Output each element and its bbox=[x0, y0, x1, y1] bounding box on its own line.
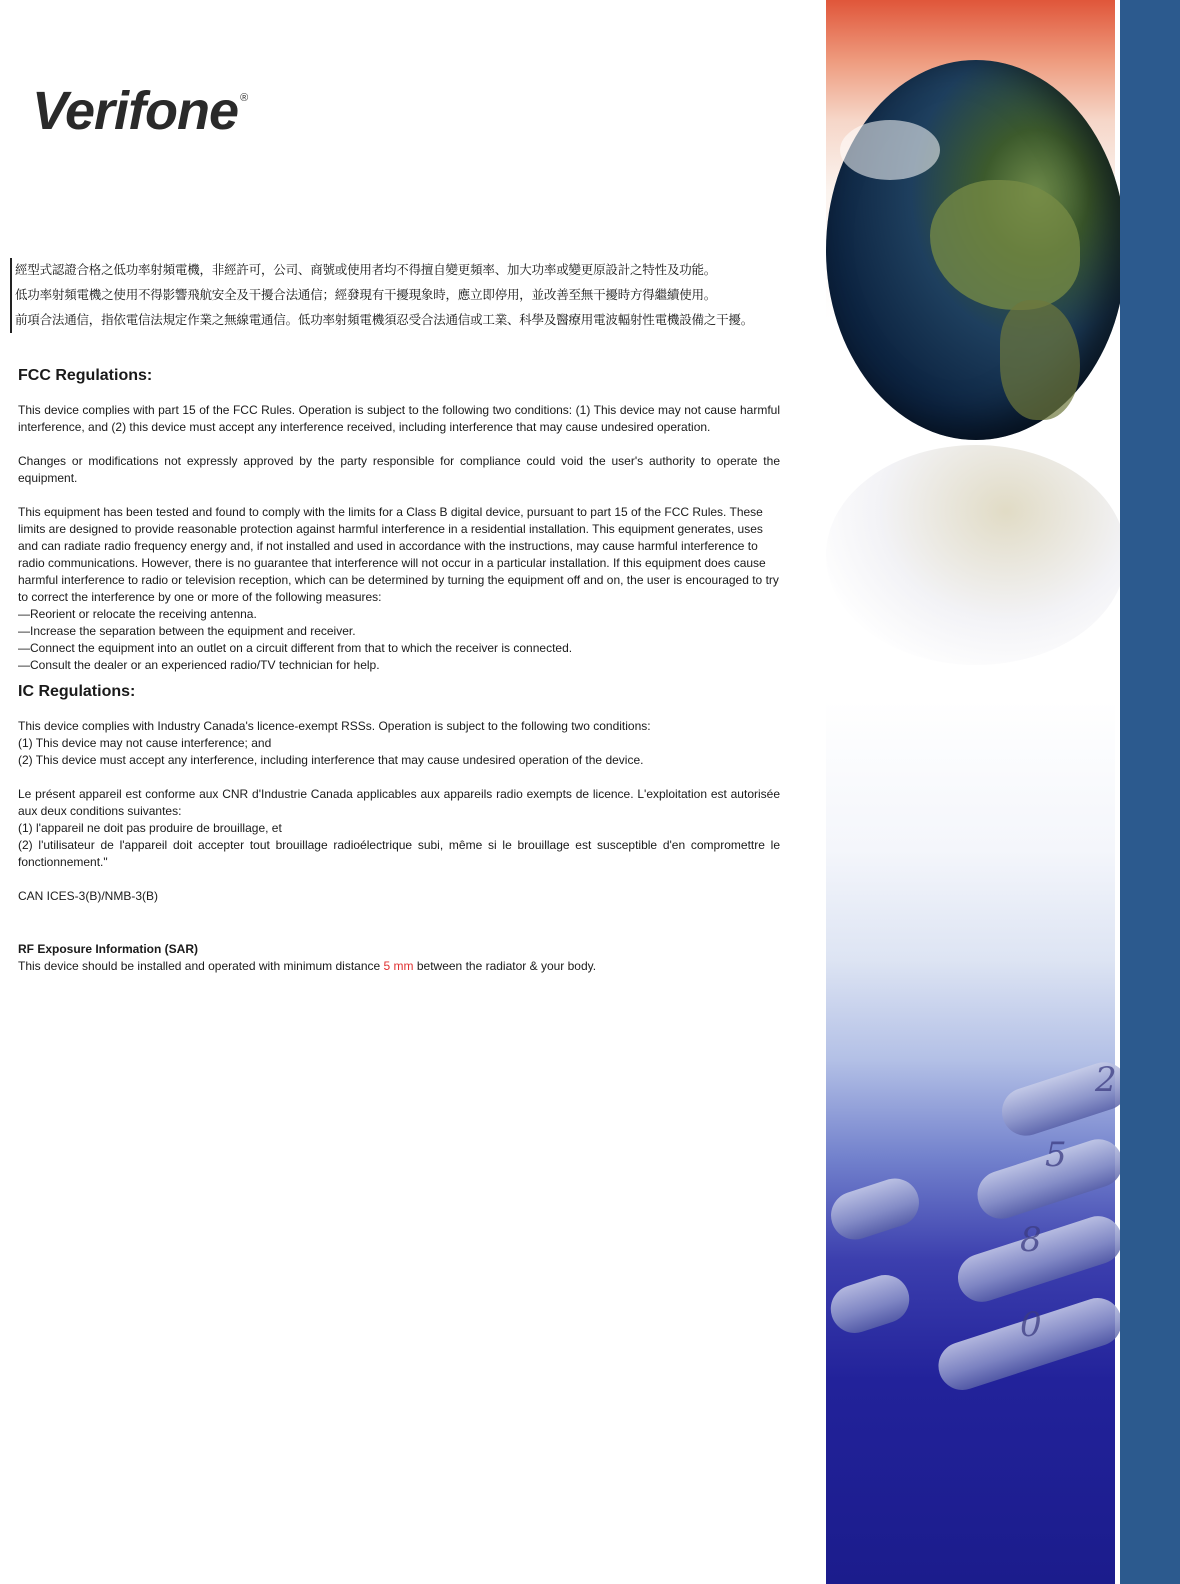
fcc-paragraph: Changes or modifications not expressly approved by the party responsible for compliance could void the user's authority to operate the equipment. bbox=[18, 454, 780, 485]
ncc-notice bbox=[10, 258, 805, 333]
rf-distance: 5 mm bbox=[383, 959, 414, 973]
fcc-paragraph: This equipment has been tested and found to comply with the limits for a Class B digital device, pursuant to part 15 of the FCC Rules. These limits are designed to provide reasonable protection against harmful interference in a residential installation. This equipment generates, uses and can radiate radio frequency energy and, if not installed and used in accordance with the instructions, may cause harmful interference to radio communications. However, there is no guarantee that interference will not occur in a particular installation. If this equipment does cause harmful interference to radio or television reception, which can be determined by turning the equipment off and on, the user is encouraged to try to correct the interference by one or more of the following measures: bbox=[18, 505, 779, 604]
ic-condition: (2) This device must accept any interference, including interference that may cause undesired operation of the device. bbox=[18, 753, 644, 767]
verifone-logo: Verifone ® bbox=[32, 81, 248, 141]
side-blue-bar bbox=[1120, 0, 1180, 1584]
globe-cloud bbox=[840, 120, 940, 180]
fcc-measure: —Reorient or relocate the receiving antenna. bbox=[18, 607, 257, 621]
fcc-paragraph: This device complies with part 15 of the FCC Rules. Operation is subject to the following two conditions: (1) This device may not cause harmful interference, and (2) this device must accept any interference received, including interference that may cause undesired operation. bbox=[18, 403, 780, 434]
ic-paragraph-fr: Le présent appareil est conforme aux CNR d'Industrie Canada applicables aux appareils radio exempts de licence. L'exploitation est autorisée aux deux conditions suivantes: bbox=[18, 787, 780, 818]
rf-paragraph: This device should be installed and operated with minimum distance 5 mm between the radiator & your body. bbox=[18, 959, 597, 973]
ncc-notice-line: 低功率射頻電機之使用不得影響飛航安全及干擾合法通信；經發現有干擾現象時，應立即停用，並改善至無干擾時方得繼續使用。 bbox=[15, 288, 717, 302]
globe-reflection bbox=[826, 445, 1126, 665]
ic-paragraph: This device complies with Industry Canada's licence-exempt RSSs. Operation is subject to the following two conditions: bbox=[18, 719, 651, 733]
ic-condition-fr: (2) l'utilisateur de l'appareil doit accepter tout brouillage radioélectrique subi, même si le brouillage est susceptible d'en compromettre le fonctionnement." bbox=[18, 838, 780, 869]
fcc-heading: FCC Regulations: bbox=[18, 367, 153, 384]
regulatory-content bbox=[18, 366, 780, 975]
ices-label: CAN ICES-3(B)/NMB-3(B) bbox=[18, 889, 159, 903]
ic-condition: (1) This device may not cause interference; and bbox=[18, 736, 272, 750]
keypad-glyph: 8 bbox=[1020, 1220, 1042, 1260]
fcc-measure: —Increase the separation between the equipment and receiver. bbox=[18, 624, 356, 638]
keypad-glyph: 2 bbox=[1095, 1060, 1117, 1100]
keypad-glyph: 5 bbox=[1045, 1135, 1067, 1175]
fcc-measure: —Connect the equipment into an outlet on a circuit different from that to which the receiver is connected. bbox=[18, 641, 573, 655]
keypad-glyph: 0 bbox=[1020, 1305, 1042, 1345]
fcc-measure: —Consult the dealer or an experienced radio/TV technician for help. bbox=[18, 658, 380, 672]
rf-heading: RF Exposure Information (SAR) bbox=[18, 942, 199, 956]
ic-condition-fr: (1) l'appareil ne doit pas produire de brouillage, et bbox=[18, 821, 282, 835]
ic-heading: IC Regulations: bbox=[18, 683, 136, 700]
ncc-notice-line: 經型式認證合格之低功率射頻電機，非經許可，公司、商號或使用者均不得擅自變更頻率、加大功率或變更原設計之特性及功能。 bbox=[15, 263, 717, 277]
ncc-notice-line: 前項合法通信，指依電信法規定作業之無線電通信。低功率射頻電機須忍受合法通信或工業、科學及醫療用電波輻射性電機設備之干擾。 bbox=[15, 313, 754, 327]
